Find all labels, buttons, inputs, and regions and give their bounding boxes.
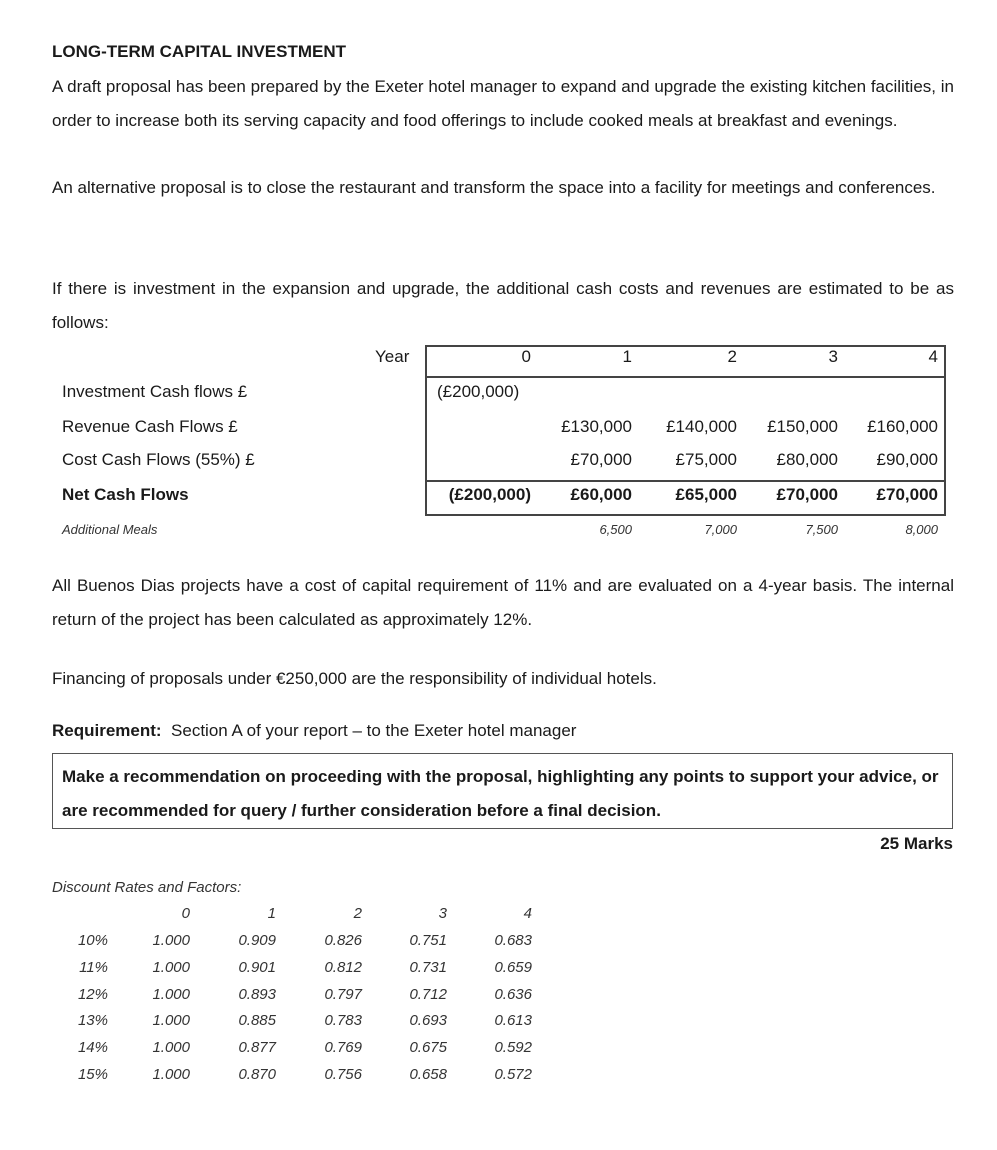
discount-factor: 1.000	[152, 985, 190, 1003]
table-cell: £60,000	[570, 485, 632, 504]
table-cell: 7,000	[704, 522, 737, 537]
year-header: 2	[727, 347, 737, 366]
discount-table-title: Discount Rates and Factors:	[52, 879, 242, 896]
table-cell: £65,000	[675, 485, 737, 504]
discount-rate: 14%	[77, 1039, 108, 1057]
estimate-paragraph: If there is investment in the expansion and upgrade, the additional cash costs and revenues are estimated to be as follows:	[52, 279, 954, 332]
discount-rate: 10%	[77, 932, 108, 949]
requirement-line	[52, 721, 576, 741]
discount-factor: 0.877	[238, 1039, 276, 1057]
table-cell: 6,500	[599, 522, 632, 537]
table-cell: £130,000	[561, 417, 632, 436]
discount-factor: 0.769	[324, 1039, 362, 1057]
discount-factor: 0.812	[324, 958, 362, 976]
discount-factor: 0.885	[238, 1012, 276, 1030]
alternative-paragraph: An alternative proposal is to close the restaurant and transform the space into a facility for meetings and conferences.	[52, 178, 936, 197]
discount-factor: 0.675	[409, 1039, 447, 1057]
task-text: Make a recommendation on proceeding with the proposal, highlighting any points to support your advice, or are recommended for query / further consideration before a final decision.	[62, 767, 939, 820]
row-label: Cost Cash Flows (55%) £	[62, 450, 255, 469]
net-row-divider	[425, 480, 946, 482]
discount-factor: 1.000	[152, 1039, 190, 1057]
discount-factor: 0.756	[324, 1066, 362, 1083]
year-header: 1	[622, 347, 632, 366]
table-cell: £160,000	[867, 417, 938, 436]
table-cell: 8,000	[905, 522, 938, 537]
row-label: Additional Meals	[62, 522, 158, 537]
table-cell: £90,000	[876, 450, 938, 469]
table-cell: £150,000	[767, 417, 838, 436]
discount-factor: 0.683	[494, 932, 532, 949]
requirement-text: Section A of your report – to the Exeter hotel manager	[171, 721, 577, 740]
cost-of-capital-paragraph: All Buenos Dias projects have a cost of capital requirement of 11% and are evaluated on a 4-year basis. The internal return of the project has been calculated as approximately 12%.	[52, 576, 954, 629]
discount-factor: 0.909	[238, 932, 276, 949]
discount-factor: 0.636	[494, 985, 532, 1003]
row-label: Investment Cash flows £	[62, 382, 248, 401]
discount-factor: 0.826	[324, 932, 362, 949]
table-cell: £70,000	[876, 485, 938, 504]
discount-rate: 12%	[77, 985, 108, 1003]
year-header: 3	[828, 347, 838, 366]
year-header: 4	[928, 347, 938, 366]
discount-factor: 0.797	[324, 985, 362, 1003]
discount-factor: 0.783	[324, 1012, 362, 1030]
row-label: Net Cash Flows	[62, 485, 189, 504]
table-cell: £140,000	[666, 417, 737, 436]
table-cell: 7,500	[805, 522, 838, 537]
discount-factor: 0.613	[494, 1012, 532, 1030]
discount-rate: 15%	[77, 1066, 108, 1083]
discount-factor: 0.693	[409, 1012, 447, 1030]
intro-paragraph: A draft proposal has been prepared by the Exeter hotel manager to expand and upgrade the existing kitchen facilities, in order to increase both its serving capacity and food offerings to include cooked meals at breakfast and evenings.	[52, 77, 954, 130]
table-cell: £80,000	[776, 450, 838, 469]
discount-factor: 0.731	[409, 958, 447, 976]
table-cell: £70,000	[776, 485, 838, 504]
discount-factor: 0.870	[238, 1066, 276, 1083]
requirement-label: Requirement:	[52, 721, 162, 740]
header-divider	[425, 376, 946, 378]
discount-year-header: 1	[267, 905, 276, 922]
table-cell: £75,000	[675, 450, 737, 469]
table-cell: (£200,000)	[448, 485, 531, 504]
financing-paragraph: Financing of proposals under €250,000 are the responsibility of individual hotels.	[52, 669, 657, 688]
discount-factor: 0.712	[409, 985, 447, 1003]
table-cell: (£200,000)	[437, 382, 520, 401]
discount-factor: 1.000	[152, 932, 190, 949]
discount-factor: 0.592	[494, 1039, 532, 1057]
discount-factor: 1.000	[152, 1066, 190, 1083]
discount-factor: 1.000	[152, 1012, 190, 1030]
discount-rate: 13%	[77, 1012, 108, 1030]
year-header: 0	[521, 347, 531, 366]
year-label: Year	[375, 347, 410, 366]
discount-year-header: 4	[523, 905, 532, 922]
discount-rate: 11%	[79, 958, 108, 976]
discount-factor: 1.000	[152, 958, 190, 976]
discount-year-header: 0	[181, 905, 190, 922]
discount-factor: 0.659	[494, 958, 532, 976]
document-title: LONG-TERM CAPITAL INVESTMENT	[52, 42, 347, 61]
discount-year-header: 2	[353, 905, 362, 922]
discount-factor: 0.751	[409, 932, 447, 949]
discount-year-header: 3	[438, 905, 447, 922]
discount-factor: 0.893	[238, 985, 276, 1003]
discount-factor: 0.572	[494, 1066, 532, 1083]
marks: 25 Marks	[880, 834, 953, 853]
table-cell: £70,000	[570, 450, 632, 469]
discount-factor: 0.901	[238, 958, 276, 976]
row-label: Revenue Cash Flows £	[62, 417, 238, 436]
discount-factor: 0.658	[409, 1066, 447, 1083]
